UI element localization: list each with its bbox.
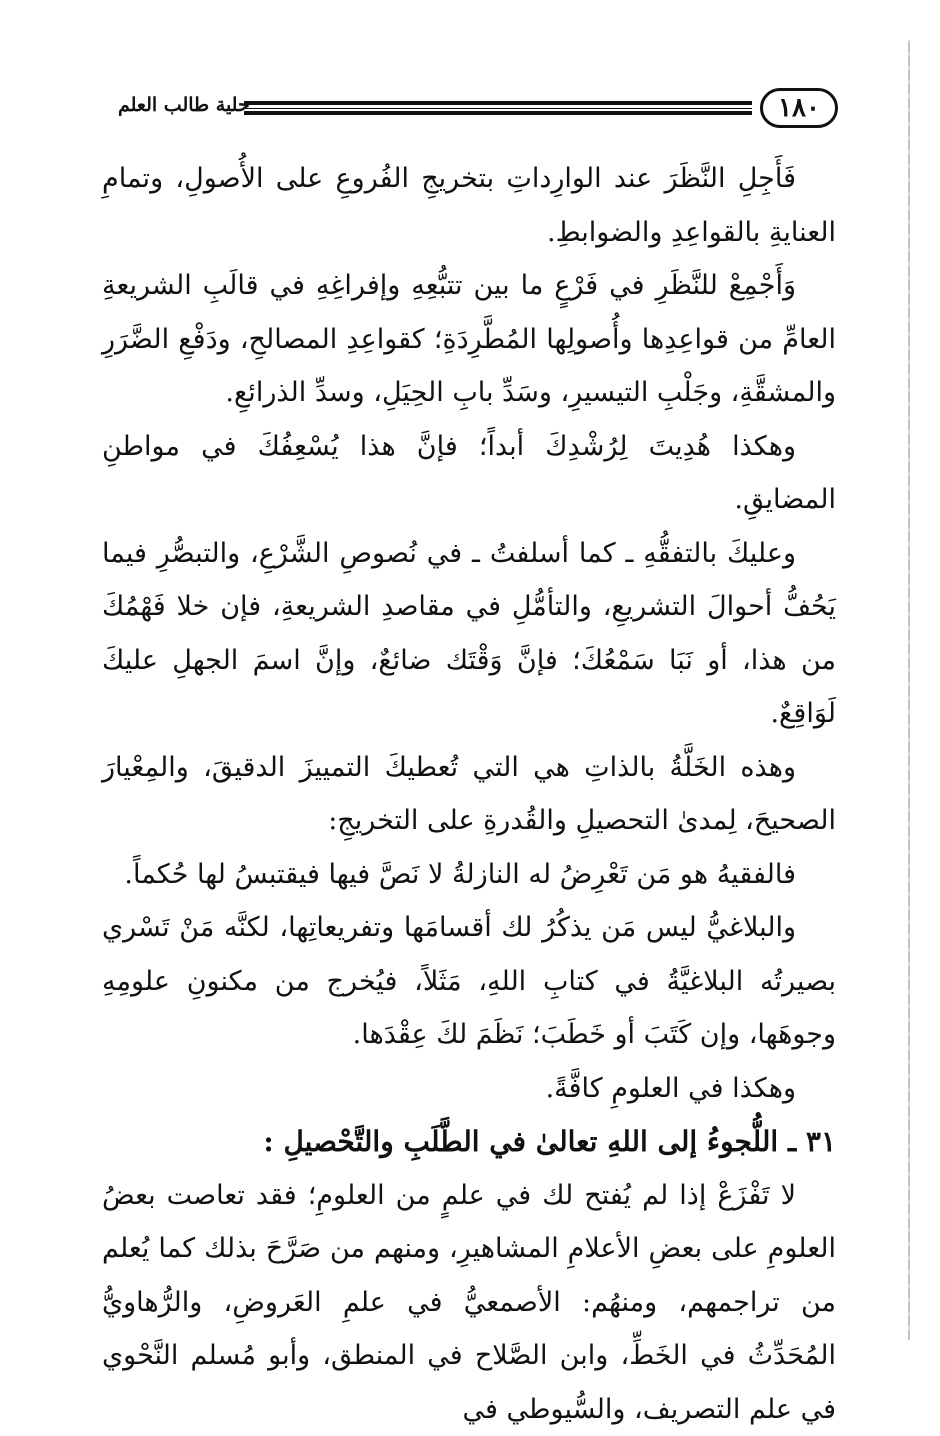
book-title: حلية طالب العلم <box>118 94 250 116</box>
paragraph: لا تَفْزَعْ إذا لم يُفتح لك في علمٍ من العلومِ؛ فقد تعاصت بعضُ العلومِ على بعضِ الأعلامِ المشاهيرِ، ومنهم من صَرَّحَ بذلك كما يُعلم من تراجمهم، ومنهُم: الأصمعيُّ في علمِ العَروضِ، والرُّهاويُّ المُحَدِّثُ في الخَطِّ، وابن الصَّلاح في المنطق، وأبو مُسلم النَّحْوي في علم التصريف، والسُّيوطي في <box>102 1169 836 1436</box>
paragraph: فالفقيهُ هو مَن تَعْرِضُ له النازلةُ لا نَصَّ فيها فيقتبسُ لها حُكماً. <box>102 848 836 902</box>
page-header <box>118 88 838 134</box>
paragraph: وهكذا هُدِيتَ لِرُشْدِكَ أبداً؛ فإنَّ هذا يُسْعِفُكَ في مواطنِ المضايقِ. <box>102 420 836 527</box>
paragraph: وهكذا في العلومِ كافَّةً. <box>102 1062 836 1116</box>
paragraph: وهذه الخَلَّةُ بالذاتِ هي التي تُعطيكَ التمييزَ الدقيقَ، والمِعْيارَ الصحيحَ، لِمدىٰ التحصيلِ والقُدرةِ على التخريجِ: <box>102 741 836 848</box>
paragraph: وَأَجْمِعْ للنَّظَرِ في فَرْعٍ ما بين تتبُّعِهِ وإفراغِهِ في قالَبِ الشريعةِ العامِّ من قواعِدِها وأُصولِها المُطَّرِدَةِ؛ كقواعِدِ المصالحِ، ودَفْعِ الضَّرَرِ والمشقَّةِ، وجَلْبِ التيسيرِ، وسَدِّ بابِ الحِيَلِ، وسدِّ الذرائعِ. <box>102 259 836 420</box>
scan-edge-dots <box>908 40 910 1340</box>
paragraph: فَأَجِلِ النَّظَرَ عند الوارِداتِ بتخريجِ الفُروعِ على الأُصولِ، وتمامِ العنايةِ بالقواعِدِ والضوابطِ. <box>102 152 836 259</box>
body-text <box>102 152 836 1436</box>
paragraph: وعليكَ بالتفقُّهِ ـ كما أسلفتُ ـ في نُصوصِ الشَّرْعِ، والتبصُّرِ فيما يَحُفُّ أحوالَ التشريعِ، والتأمُّلِ في مقاصدِ الشريعةِ، فإن خلا فَهْمُكَ من هذا، أو نَبَا سَمْعُكَ؛ فإنَّ وَقْتَك ضائعٌ، وإنَّ اسمَ الجهلِ عليكَ لَوَاقِعٌ. <box>102 527 836 741</box>
section-heading: ٣١ ـ اللُّجوءُ إلى اللهِ تعالىٰ في الطَّلَبِ والتَّحْصيلِ : <box>102 1115 836 1169</box>
page-number: ١٨٠ <box>760 88 838 128</box>
header-rule <box>244 101 752 115</box>
paragraph: والبلاغيُّ ليس مَن يذكُرُ لك أقسامَها وتفريعاتِها، لكنَّه مَنْ تَسْري بصيرتُه البلاغيَّةُ في كتابِ اللهِ، مَثَلاً، فيُخرج من مكنونِ علومِهِ وجوهَها، وإن كَتَبَ أو خَطَبَ؛ نَظَمَ لكَ عِقْدَها. <box>102 901 836 1062</box>
